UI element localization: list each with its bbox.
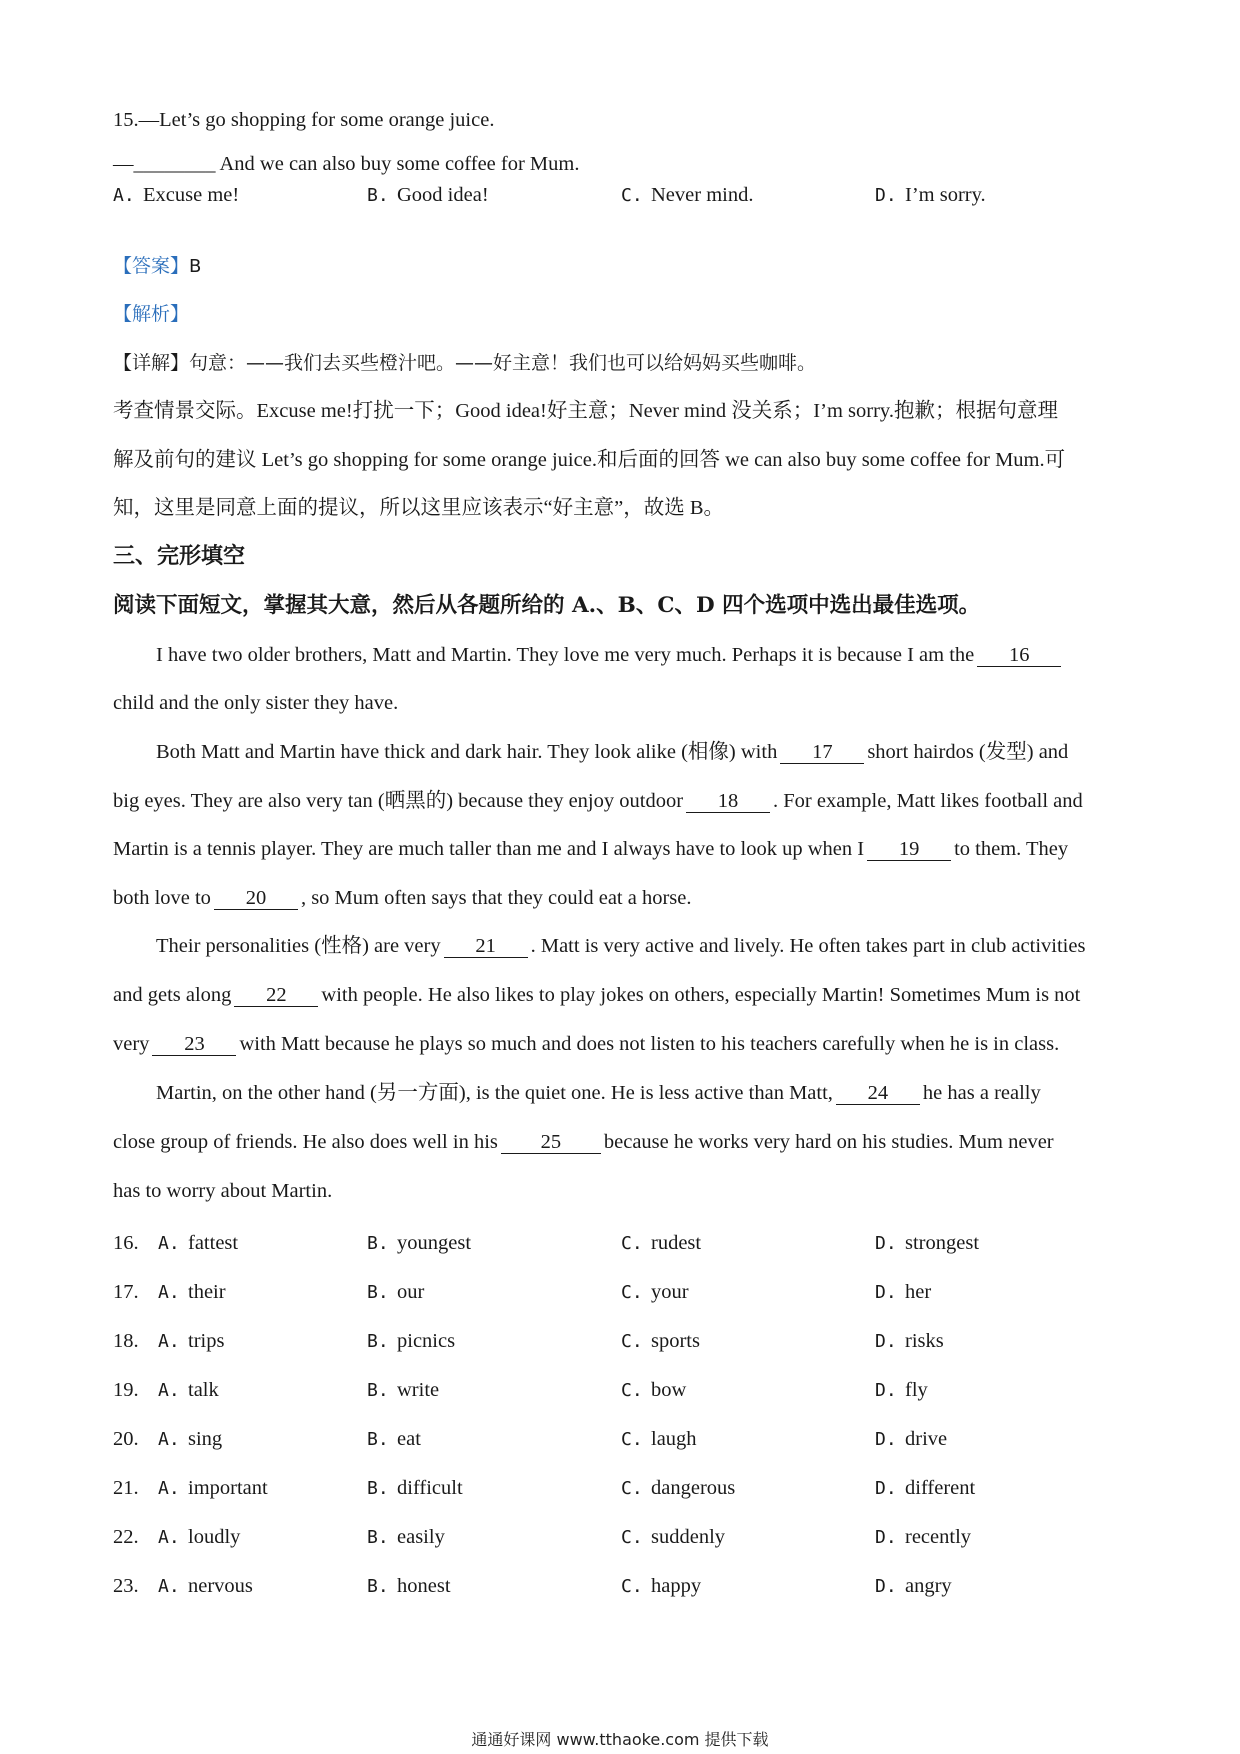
option-text: bow bbox=[651, 1379, 687, 1401]
answer-value: B bbox=[189, 256, 202, 277]
passage-text: Martin, on the other hand (另一方面), is the quiet one. He is less active than Matt, bbox=[156, 1082, 833, 1104]
option-text: sing bbox=[188, 1428, 223, 1450]
answer-label: 【答案】 bbox=[113, 255, 190, 277]
option-letter: A. bbox=[158, 1331, 180, 1352]
option-letter: D. bbox=[875, 1478, 897, 1499]
option-text: write bbox=[397, 1379, 440, 1401]
analysis-label: 【解析】 bbox=[113, 303, 190, 325]
blank-17: 17 bbox=[780, 741, 864, 764]
option-letter: A. bbox=[158, 1282, 180, 1303]
option-text: recently bbox=[905, 1526, 972, 1548]
question-number: 20. bbox=[113, 1428, 139, 1450]
passage-line bbox=[113, 884, 1127, 912]
question-row bbox=[113, 1277, 1127, 1307]
question-number: 21. bbox=[113, 1477, 139, 1499]
option-letter: B. bbox=[367, 1576, 389, 1597]
option-text: risks bbox=[905, 1330, 944, 1352]
option-text: rudest bbox=[651, 1232, 702, 1254]
option-letter: A. bbox=[158, 1429, 180, 1450]
option-letter: D. bbox=[875, 1576, 897, 1597]
option-letter: A. bbox=[158, 1527, 180, 1548]
q15-analysis-heading bbox=[113, 300, 1127, 328]
blank-18: 18 bbox=[686, 790, 770, 813]
option-letter: A. bbox=[158, 1233, 180, 1254]
option-text: her bbox=[905, 1281, 932, 1303]
section-title: 三、完形填空 bbox=[113, 544, 246, 569]
blank-20: 20 bbox=[214, 887, 298, 910]
question-number: 17. bbox=[113, 1281, 139, 1303]
option-letter: A. bbox=[158, 1380, 180, 1401]
option-text: angry bbox=[905, 1575, 952, 1597]
option-letter: D. bbox=[875, 1282, 897, 1303]
option-text: important bbox=[188, 1477, 268, 1499]
option-letter: B. bbox=[367, 1429, 389, 1450]
passage-line bbox=[113, 981, 1127, 1009]
question-number: 18. bbox=[113, 1330, 139, 1352]
question-row bbox=[113, 1375, 1127, 1405]
question-row bbox=[113, 1228, 1127, 1258]
option-letter: D. bbox=[875, 1527, 897, 1548]
question-number: 22. bbox=[113, 1526, 139, 1548]
q15-blank: ________ bbox=[133, 153, 216, 175]
passage-line bbox=[113, 1128, 1127, 1156]
option-text: laugh bbox=[651, 1428, 697, 1450]
q15-explanation-line-3: 知，这里是同意上面的提议，所以这里应该表示“好主意”，故选 B。 bbox=[113, 497, 724, 519]
option-letter: C. bbox=[621, 1380, 643, 1401]
q15-option-b-letter: B. bbox=[367, 185, 389, 206]
blank-22: 22 bbox=[234, 984, 318, 1007]
passage-text: very bbox=[113, 1033, 150, 1055]
option-letter: B. bbox=[367, 1282, 389, 1303]
option-letter: B. bbox=[367, 1233, 389, 1254]
passage-line bbox=[113, 1030, 1127, 1058]
q15-explanation-line-1: 考查情景交际。Excuse me!打扰一下；Good idea!好主意；Never mind 没关系；I’m sorry.抱歉；根据句意理 bbox=[113, 400, 1058, 422]
option-letter: B. bbox=[367, 1331, 389, 1352]
option-letter: C. bbox=[621, 1233, 643, 1254]
option-letter: C. bbox=[621, 1429, 643, 1450]
passage-text: , so Mum often says that they could eat a horse. bbox=[300, 887, 692, 909]
q15-dash: — bbox=[113, 153, 134, 175]
q15-option-a-letter: A. bbox=[113, 185, 135, 206]
passage-text: to them. They bbox=[954, 838, 1069, 860]
q15-answer bbox=[113, 252, 1127, 281]
option-text: trips bbox=[188, 1330, 225, 1352]
option-letter: A. bbox=[158, 1478, 180, 1499]
passage-line bbox=[156, 738, 1127, 766]
passage-line bbox=[113, 787, 1127, 815]
option-text: picnics bbox=[397, 1330, 456, 1352]
passage-text: and gets along bbox=[113, 984, 232, 1006]
q15-option-c-text: Never mind. bbox=[651, 184, 754, 206]
option-letter: D. bbox=[875, 1233, 897, 1254]
q15-option-c-letter: C. bbox=[621, 185, 643, 206]
question-number: 19. bbox=[113, 1379, 139, 1401]
option-letter: A. bbox=[158, 1576, 180, 1597]
option-text: easily bbox=[397, 1526, 445, 1548]
option-text: suddenly bbox=[651, 1526, 726, 1548]
blank-19: 19 bbox=[867, 838, 951, 861]
question-number: 23. bbox=[113, 1575, 139, 1597]
q15-response-text: And we can also buy some coffee for Mum. bbox=[215, 153, 580, 175]
passage-line: has to worry about Martin. bbox=[113, 1180, 333, 1202]
option-letter: C. bbox=[621, 1576, 643, 1597]
passage-text: close group of friends. He also does well in his bbox=[113, 1131, 498, 1153]
passage-line bbox=[156, 932, 1127, 960]
option-text: their bbox=[188, 1281, 226, 1303]
option-letter: D. bbox=[875, 1429, 897, 1450]
passage-text: big eyes. They are also very tan (晒黑的) because they enjoy outdoor bbox=[113, 790, 684, 812]
option-text: your bbox=[651, 1281, 689, 1303]
passage-text: with Matt because he plays so much and does not listen to his teachers carefully when he is in class. bbox=[239, 1033, 1060, 1055]
option-letter: C. bbox=[621, 1331, 643, 1352]
question-row bbox=[113, 1571, 1127, 1601]
passage-line: child and the only sister they have. bbox=[113, 692, 399, 714]
option-text: honest bbox=[397, 1575, 451, 1597]
blank-16: 16 bbox=[977, 644, 1061, 667]
option-letter: D. bbox=[875, 1380, 897, 1401]
page-footer: 通通好课网 www.tthaoke.com 提供下载 bbox=[471, 1730, 769, 1749]
passage-text: . For example, Matt likes football and bbox=[773, 790, 1083, 812]
passage-text: Both Matt and Martin have thick and dark hair. They look alike (相像) with bbox=[156, 741, 778, 763]
option-text: fattest bbox=[188, 1232, 239, 1254]
blank-24: 24 bbox=[836, 1082, 920, 1105]
option-letter: C. bbox=[621, 1527, 643, 1548]
option-letter: C. bbox=[621, 1478, 643, 1499]
option-text: difficult bbox=[397, 1477, 463, 1499]
passage-line bbox=[156, 1079, 1127, 1107]
option-text: loudly bbox=[188, 1526, 241, 1548]
q15-option-a-text: Excuse me! bbox=[143, 184, 240, 206]
option-text: different bbox=[905, 1477, 976, 1499]
option-text: happy bbox=[651, 1575, 702, 1597]
option-letter: C. bbox=[621, 1282, 643, 1303]
option-letter: B. bbox=[367, 1380, 389, 1401]
option-text: our bbox=[397, 1281, 425, 1303]
option-letter: B. bbox=[367, 1527, 389, 1548]
q15-response bbox=[113, 150, 1127, 178]
question-row bbox=[113, 1522, 1127, 1552]
passage-line bbox=[156, 641, 1127, 669]
question-row bbox=[113, 1424, 1127, 1454]
question-row bbox=[113, 1326, 1127, 1356]
option-text: eat bbox=[397, 1428, 421, 1450]
passage-text: he has a really bbox=[922, 1082, 1041, 1104]
passage-text: because he works very hard on his studies. Mum never bbox=[603, 1131, 1054, 1153]
option-text: fly bbox=[905, 1379, 928, 1401]
q15-option-b-text: Good idea! bbox=[397, 184, 489, 206]
passage-text: short hairdos (发型) and bbox=[867, 741, 1069, 763]
q15-options bbox=[113, 180, 1127, 210]
passage-text: with people. He also likes to play jokes on others, especially Martin! Sometimes Mum is not bbox=[321, 984, 1081, 1006]
question-number: 16. bbox=[113, 1232, 139, 1254]
option-text: nervous bbox=[188, 1575, 253, 1597]
option-text: strongest bbox=[905, 1232, 980, 1254]
q15-explanation-line-2: 解及前句的建议 Let’s go shopping for some orange juice.和后面的回答 we can also buy some coffee for Mum.可 bbox=[113, 449, 1066, 471]
question-row bbox=[113, 1473, 1127, 1503]
option-letter: D. bbox=[875, 1331, 897, 1352]
blank-23: 23 bbox=[152, 1033, 236, 1056]
option-letter: B. bbox=[367, 1478, 389, 1499]
section-instruction: 阅读下面短文，掌握其大意，然后从各题所给的 A.、B、C、D 四个选项中选出最佳选项。 bbox=[113, 593, 981, 618]
blank-21: 21 bbox=[444, 935, 528, 958]
option-text: sports bbox=[651, 1330, 700, 1352]
passage-text: . Matt is very active and lively. He often takes part in club activities bbox=[530, 935, 1086, 957]
blank-25: 25 bbox=[501, 1131, 601, 1154]
passage-text: Martin is a tennis player. They are much taller than me and I always have to look up when I bbox=[113, 838, 865, 860]
option-text: drive bbox=[905, 1428, 948, 1450]
q15-stem: 15.—Let’s go shopping for some orange juice. bbox=[113, 109, 495, 131]
q15-option-d-text: I’m sorry. bbox=[905, 184, 986, 206]
option-text: youngest bbox=[397, 1232, 472, 1254]
option-text: dangerous bbox=[651, 1477, 736, 1499]
passage-text: I have two older brothers, Matt and Martin. They love me very much. Perhaps it is because I am the bbox=[156, 644, 975, 666]
passage-text: both love to bbox=[113, 887, 211, 909]
passage-line bbox=[113, 835, 1127, 863]
passage-text: Their personalities (性格) are very bbox=[156, 935, 441, 957]
q15-detail: 【详解】句意：——我们去买些橙汁吧。——好主意！我们也可以给妈妈买些咖啡。 bbox=[113, 352, 817, 374]
option-text: talk bbox=[188, 1379, 219, 1401]
q15-option-d-letter: D. bbox=[875, 185, 897, 206]
